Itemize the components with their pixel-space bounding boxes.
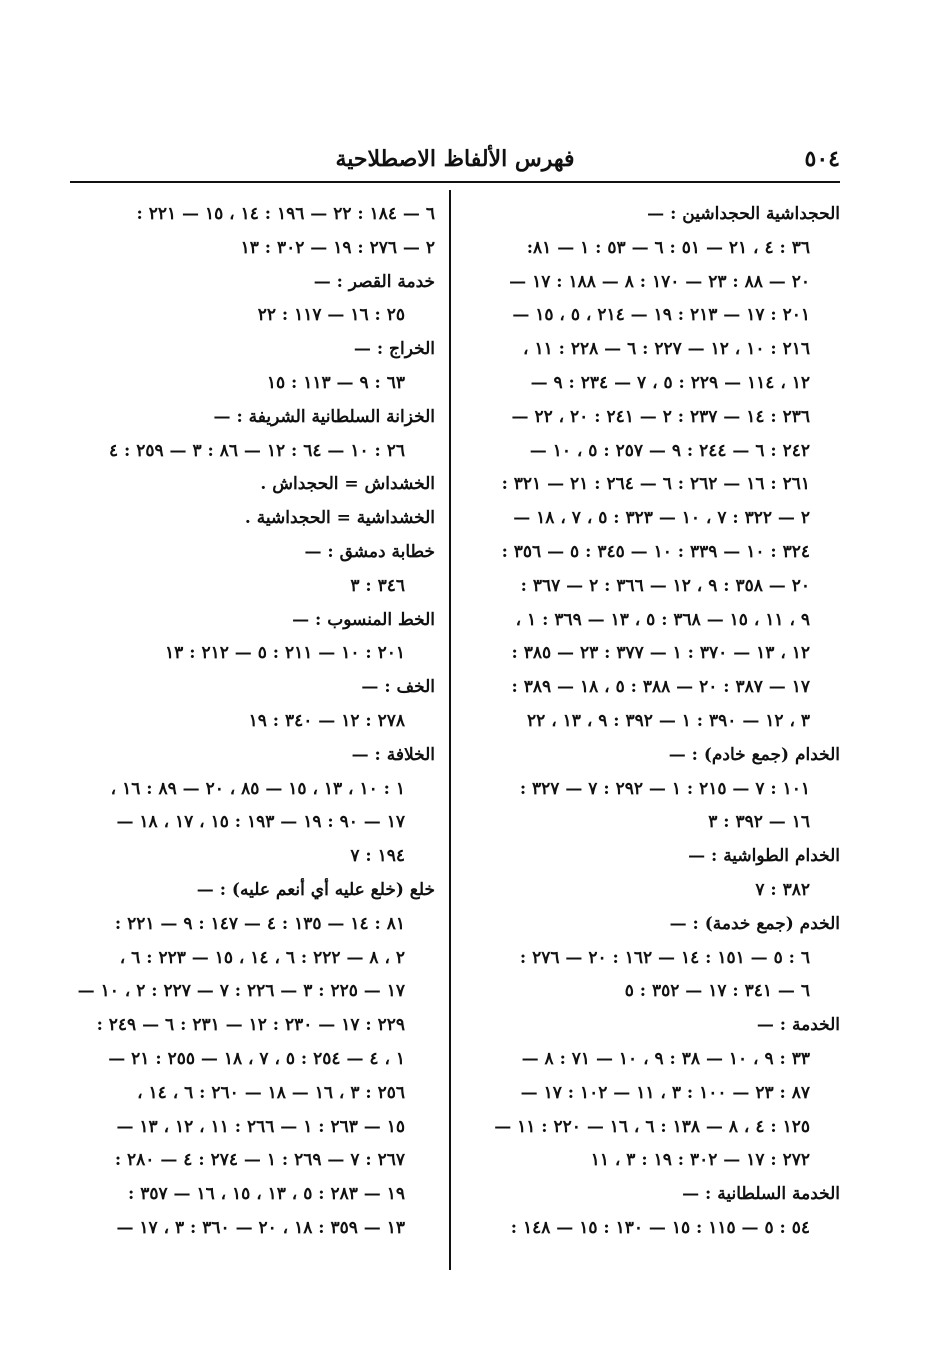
page-references: ٢٥٦ : ٣ ، ١٦ — ١٨ — ٢٦٠ : ٦ ، ١٤ ، bbox=[137, 1082, 405, 1103]
entry-heading: خدمة القصر : — bbox=[313, 271, 435, 292]
entry-heading: الخدمة : — bbox=[756, 1015, 840, 1036]
page-references: ١٦ — ٣٩٢ : ٣ bbox=[708, 812, 810, 833]
page-references: ٢٧٨ : ١٢ — ٣٤٠ : ١٩ bbox=[248, 710, 405, 731]
page-references: ٦ : ٥ — ١٥١ : ١٤ — ١٦٢ : ٢٠ — ٢٧٦ : bbox=[519, 947, 810, 968]
index-entry bbox=[60, 739, 435, 874]
index-entry bbox=[60, 401, 435, 469]
index-entry bbox=[60, 536, 435, 604]
entry-heading: الخراج : — bbox=[353, 339, 435, 360]
page-references: ٢٠١ : ١٧ — ٢١٣ : ١٩ — ٢١٤ ، ٥ ، ١٥ — bbox=[512, 305, 810, 326]
index-entry bbox=[470, 840, 840, 908]
left-column bbox=[60, 198, 435, 1246]
index-entry bbox=[60, 502, 435, 536]
entry-heading: الخشداش = الحجداش . bbox=[260, 474, 435, 495]
entry-heading: خلع (خلع عليه أي أنعم عليه) : — bbox=[196, 879, 435, 900]
index-entry bbox=[60, 468, 435, 502]
page-references: ٢٧٢ : ١٧ — ٣٠٢ : ١٩ : ٣ ، ١١ bbox=[590, 1150, 810, 1171]
page-references: ٢ ، ٨ — ٢٢٢ : ٦ ، ١٤ ، ١٥ — ٢٢٣ : ٦ ، bbox=[119, 947, 405, 968]
page-references: ٦٣ : ٩ — ١١٣ : ١٥ bbox=[266, 372, 405, 393]
page-references: ١ ، ٤ — ٢٥٤ : ٥ ، ٧ ، ١٨ — ٢٥٥ : ٢١ — bbox=[108, 1048, 405, 1069]
column-divider bbox=[449, 190, 451, 1270]
page-references: ٢١٦ : ١٠ ، ١٢ — ٢٢٧ : ٦ — ٢٢٨ : ١١ ، bbox=[523, 339, 810, 360]
header-rule bbox=[70, 181, 840, 183]
page-references: ٨١ : ١٤ — ١٣٥ : ٤ — ١٤٧ : ٩ — ٢٢١ : bbox=[114, 913, 405, 934]
index-entry bbox=[470, 198, 840, 739]
page-references: ١٧ — ٩٠ : ١٩ — ١٩٣ : ١٥ ، ١٧ ، ١٨ — bbox=[116, 812, 405, 833]
entry-heading: الخشداشية = الحجداشية . bbox=[244, 508, 435, 529]
entry-heading: الخدام (جمع خادم) : — bbox=[668, 744, 840, 765]
page-references: ٦ — ١٨٤ : ٢٢ — ١٩٦ : ١٤ ، ١٥ — ٢٢١ : bbox=[136, 204, 435, 224]
page-references: ٢٦٧ : ٧ — ٢٦٩ : ١ — ٢٧٤ : ٤ — ٢٨٠ : bbox=[114, 1150, 405, 1171]
page-references: ١ : ١٠ ، ١٣ ، ١٥ — ٨٥ ، ٢٠ — ٨٩ : ١٦ ، bbox=[110, 778, 405, 799]
page-references: ٣٤٦ : ٣ bbox=[350, 575, 405, 596]
index-entry bbox=[470, 908, 840, 1009]
page-references: ٢٠١ : ١٠ — ٢١١ : ٥ — ٢١٢ : ١٣ bbox=[165, 643, 405, 664]
index-entry bbox=[60, 604, 435, 672]
page-references: ٣٦ : ٤ ، ٢١ — ٥١ : ٦ — ٥٣ : ١ — ٨١: bbox=[526, 237, 810, 258]
page-references: ٣٢٤ : ١٠ — ٣٣٩ : ١٠ — ٣٤٥ : ٥ — ٣٥٦ : bbox=[501, 541, 810, 562]
page-references: ٢٣٦ : ١٤ — ٢٣٧ : ٢ — ٢٤١ : ٢٠ ، ٢٢ — bbox=[511, 406, 810, 427]
page-references: ١٢ ، ١٣ — ٣٧٠ : ١ — ٣٧٧ : ٢٣ — ٣٨٥ : bbox=[511, 643, 810, 664]
page-references: ٥٤ : ٥ — ١١٥ : ١٥ — ١٣٠ : ١٥ — ١٤٨ : bbox=[510, 1217, 810, 1238]
entry-heading: الخزانة السلطانية الشريفة : — bbox=[213, 406, 435, 427]
page-references: ١٠١ : ٧ — ٢١٥ : ١ — ٢٩٢ : ٧ — ٣٢٧ : bbox=[519, 778, 810, 799]
page-references: ٣٨٢ : ٧ bbox=[755, 879, 810, 900]
page-references: ٦ — ٣٤١ : ١٧ — ٣٥٢ : ٥ bbox=[624, 981, 810, 1002]
index-entry bbox=[470, 1009, 840, 1178]
entry-heading: الخط المنسوب : — bbox=[292, 609, 435, 630]
page-references: ١٥ — ٢٦٣ : ١ — ٢٦٦ : ١١ ، ١٢ ، ١٣ — bbox=[116, 1116, 405, 1137]
page-references: ٣٣ : ٩ ، ١٠ — ٣٨ : ٩ ، ١٠ — ٧١ : ٨ — bbox=[521, 1048, 810, 1069]
entry-heading: الحجداشية الحجداشين : — bbox=[647, 204, 840, 224]
entry-heading: الخدم (جمع خدمة) : — bbox=[669, 913, 840, 934]
page-references: ٢٥ : ١٦ — ١١٧ : ٢٢ bbox=[257, 305, 405, 326]
page-references: ٢ — ٢٧٦ : ١٩ — ٣٠٢ : ١٣ bbox=[240, 237, 435, 258]
entry-heading: خطابة دمشق : — bbox=[304, 541, 435, 562]
page-references: ٢٤٢ : ٦ — ٢٤٤ : ٩ — ٢٥٧ : ٥ ، ١٠ — bbox=[529, 440, 810, 461]
page-references: ٢٦١ : ١٦ — ٢٦٢ : ٦ — ٢٦٤ : ٢١ — ٣٢١ : bbox=[501, 474, 810, 495]
page-number: ٥٠٤ bbox=[804, 146, 840, 172]
entry-heading: الخدام الطواشية : — bbox=[688, 846, 840, 867]
page-references: ٢٠ — ٨٨ : ٢٣ — ١٧٠ : ٨ — ١٨٨ : ١٧ — bbox=[509, 271, 810, 292]
running-title: فهرس الألفاظ الاصطلاحية bbox=[335, 146, 575, 172]
right-column bbox=[470, 198, 840, 1246]
page-references: ٨٧ : ٢٣ — ١٠٠ : ٣ ، ١١ — ١٠٢ : ١٧ — bbox=[520, 1082, 810, 1103]
index-entry bbox=[60, 333, 435, 401]
page-references: ٣ ، ١٢ — ٣٩٠ : ١ — ٣٩٢ : ٩ ، ١٣ ، ٢٢ bbox=[527, 710, 810, 731]
page-references: ١٩ — ٢٨٣ : ٥ ، ١٣ ، ١٥ ، ١٦ — ٣٥٧ : bbox=[127, 1184, 405, 1205]
page-references: ٩ ، ١١ ، ١٥ — ٣٦٨ : ٥ ، ١٣ — ٣٦٩ : ١ ، bbox=[515, 609, 810, 630]
entry-heading: الخدمة السلطانية : — bbox=[682, 1184, 840, 1205]
page-references: ١٧ — ٣٨٧ : ٢٠ — ٣٨٨ : ٥ ، ١٨ — ٣٨٩ : bbox=[511, 677, 810, 698]
page-header bbox=[70, 140, 840, 180]
page-references: ١٢ ، ١١٤ — ٢٢٩ : ٥ ، ٧ — ٢٣٤ : ٩ — bbox=[530, 372, 810, 393]
page-references: ١٧ — ٢٢٥ : ٣ — ٢٢٦ : ٧ — ٢٢٧ : ٢ ، ١٠ — bbox=[77, 981, 405, 1002]
page-references: ١٢٥ : ٤ ، ٨ — ١٣٨ : ٦ ، ١٦ — ٢٢٠ : ١١ — bbox=[494, 1116, 810, 1137]
page-references: ١٣ — ٣٥٩ : ١٨ ، ٢٠ — ٣٦٠ : ٣ ، ١٧ — bbox=[116, 1217, 405, 1238]
page-references: ٢٦ : ١٠ — ٦٤ : ١٢ — ٨٦ : ٣ — ٢٥٩ : ٤ bbox=[108, 440, 405, 461]
entry-heading: الخلافة : — bbox=[351, 744, 435, 765]
index-entry bbox=[60, 671, 435, 739]
page-references: ٢٢٩ : ١٧ — ٢٣٠ : ١٢ — ٢٣١ : ٦ — ٢٤٩ : bbox=[96, 1015, 405, 1036]
index-entry bbox=[470, 739, 840, 840]
page-references: ٢٠ — ٣٥٨ : ٩ ، ١٢ — ٣٦٦ : ٢ — ٣٦٧ : bbox=[520, 575, 810, 596]
page-references: ١٩٤ : ٧ bbox=[350, 846, 405, 867]
page-references: ٢ — ٣٢٢ : ٧ ، ١٠ — ٣٢٣ : ٥ ، ٧ ، ١٨ — bbox=[513, 508, 810, 529]
index-entry bbox=[470, 1178, 840, 1246]
entry-heading: الخف : — bbox=[361, 677, 435, 698]
index-entry bbox=[60, 266, 435, 334]
index-entry bbox=[60, 198, 435, 266]
index-entry bbox=[60, 874, 435, 1246]
